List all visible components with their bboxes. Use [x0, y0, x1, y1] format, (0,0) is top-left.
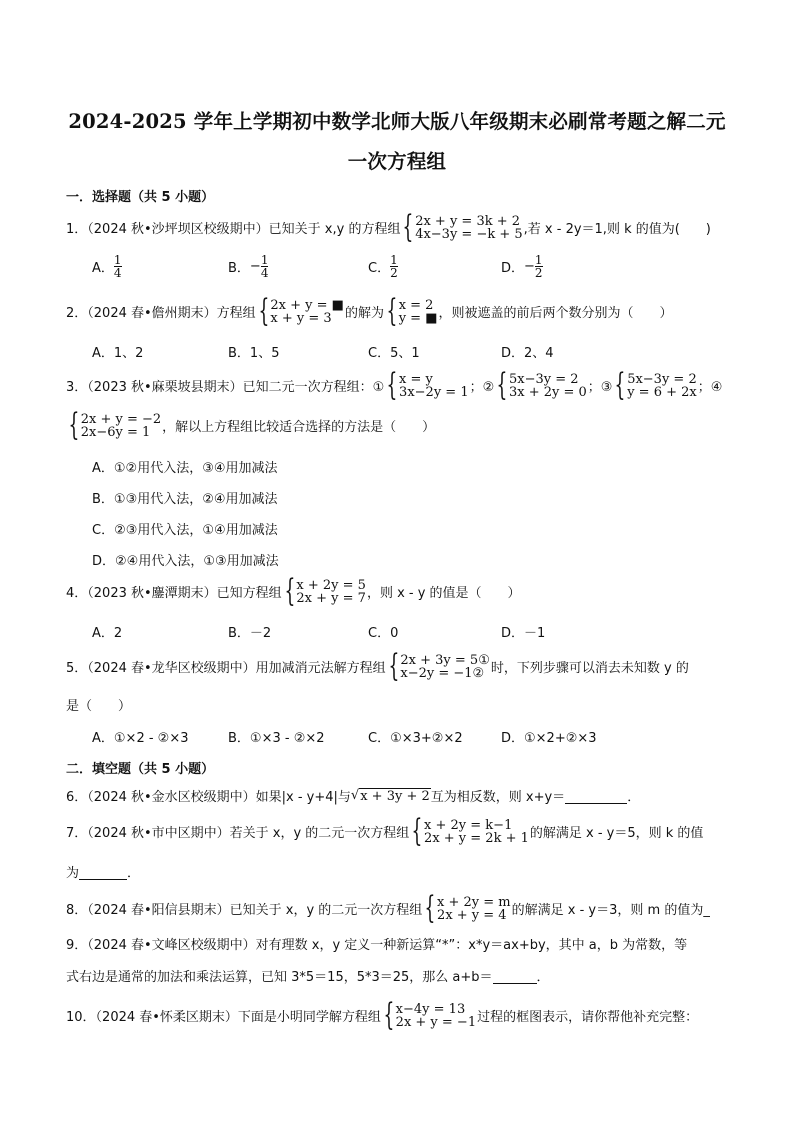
- option-sign: −: [524, 259, 535, 274]
- q7-line2-end: ．: [127, 866, 141, 881]
- q4-suffix: ，则 x - y 的值是（ ）: [366, 586, 521, 601]
- q7-eq2: 2x + y = 2k + 1: [424, 830, 529, 846]
- brace-icon: {: [388, 648, 399, 684]
- q7-eq1: x + 2y = k−1: [424, 817, 513, 833]
- q3-s4a: 2x + y = −2: [80, 411, 162, 427]
- q3-s2a: 5x−3y = 2: [508, 371, 579, 387]
- q1-option-c[interactable]: [368, 254, 398, 279]
- brace-icon: {: [386, 367, 398, 403]
- brace-icon: {: [383, 997, 395, 1033]
- q3-system-2: [495, 367, 587, 403]
- q5-prefix: 5．（2024 春•龙华区校级期中）用加减消元法解方程组: [66, 661, 386, 676]
- q7-prefix: 7．（2024 秋•市中区期中）若关于 x，y 的二元一次方程组: [66, 826, 410, 841]
- brace-icon: {: [411, 813, 423, 849]
- q3-prefix: 3．（2023 秋•麻栗坡县期末）已知二元一次方程组：①: [66, 380, 385, 395]
- option-label: C．: [368, 261, 391, 276]
- question-1: [66, 209, 711, 245]
- q10-suffix: 过程的框图表示，请你帮他补充完整：: [477, 1010, 699, 1025]
- brace-icon: {: [496, 367, 508, 403]
- q3-sep3: ；③: [587, 380, 613, 395]
- q3-s3b: y = 6 + 2x: [627, 384, 697, 400]
- q5-eq2: x−2y = −1②: [400, 665, 485, 681]
- q4-option-a[interactable]: A．2: [92, 626, 123, 641]
- brace-icon: {: [284, 573, 295, 609]
- q2-eq1: 2x + y = ■: [270, 297, 344, 313]
- fraction-denominator: 4: [113, 266, 122, 280]
- q4-option-c[interactable]: C．0: [368, 626, 399, 641]
- q6-prefix: 6．（2024 秋•金水区校级期中）如果|x - y+4|与: [66, 790, 351, 805]
- page-title-line1: 2024-2025 学年上学期初中数学北师大版八年级期末必刷常考题之解二元: [68, 110, 726, 133]
- q1-option-d[interactable]: [501, 254, 543, 279]
- q5-line2: 是（ ）: [66, 699, 132, 714]
- q3-s1a: x = y: [399, 371, 433, 387]
- q7-line2-prefix: 为: [66, 866, 80, 881]
- brace-icon: {: [258, 293, 269, 329]
- fraction-numerator: 1: [534, 253, 543, 267]
- q3-suffix: ，解以上方程组比较适合选择的方法是（ ）: [162, 420, 436, 435]
- q3-system-3: [613, 367, 697, 403]
- q1-eq1: 2x + y = 3k + 2: [415, 213, 521, 229]
- q2-eq2: x + y = 3: [270, 310, 332, 326]
- q2-option-b[interactable]: B．1、5: [228, 346, 280, 361]
- q3-option-b[interactable]: B．①③用代入法，②④用加减法: [92, 492, 278, 507]
- brace-icon: {: [402, 209, 414, 245]
- q10-eq2: 2x + y = −1: [395, 1014, 477, 1030]
- question-7-cont: [66, 862, 140, 881]
- q10-prefix: 10．（2024 春•怀柔区期末）下面是小明同学解方程组: [66, 1010, 381, 1025]
- q2-solution: [385, 293, 438, 329]
- question-4: [66, 573, 521, 609]
- question-9-line2: [66, 966, 550, 985]
- q3-system-1: [385, 367, 469, 403]
- q2-sol2: y = ■: [398, 310, 438, 326]
- fraction: [114, 254, 122, 279]
- question-7: [66, 813, 704, 849]
- q3-s4b: 2x−6y = 1: [80, 424, 151, 440]
- q9-line2-prefix: 式右边是通常的加法和乘法运算，已知 3*5＝15，5*3＝25，那么 a+b＝: [66, 970, 493, 985]
- sqrt-icon: √: [350, 787, 360, 803]
- question-3: [66, 367, 723, 403]
- q5-option-d[interactable]: D．①×2+②×3: [501, 731, 597, 746]
- q7-system: [410, 813, 529, 849]
- option-sign: −: [249, 259, 261, 274]
- q3-system-4: [67, 407, 162, 443]
- question-9-line1: 9．（2024 春•文峰区校级期中）对有理数 x，y 定义一种新运算“*”：x*y＝ax+by，其中 a，b 为常数，等: [66, 938, 688, 953]
- q2-middle: 的解为: [344, 306, 384, 321]
- section-heading-choice: 一．选择题（共 5 小题）: [66, 190, 215, 205]
- fraction: [390, 254, 398, 279]
- q1-prefix: 1．（2024 秋•沙坪坝区校级期中）已知关于 x,y 的方程组: [66, 222, 401, 237]
- q4-prefix: 4．（2023 秋•鏖潭期末）已知方程组: [66, 586, 282, 601]
- q5-system: [387, 648, 490, 684]
- q3-option-c[interactable]: C．②③用代入法，①④用加减法: [92, 523, 278, 538]
- option-label: D．: [501, 261, 525, 276]
- fraction: [261, 254, 269, 279]
- q4-eq1: x + 2y = 5: [296, 577, 366, 593]
- q5-option-a[interactable]: A．①×2 - ②×3: [92, 731, 189, 746]
- q2-option-c[interactable]: C．5、1: [368, 346, 420, 361]
- fraction-numerator: 1: [260, 253, 269, 267]
- q2-system: [257, 293, 344, 329]
- option-label: A．: [92, 261, 114, 276]
- q2-prefix: 2．（2024 春•儋州期末）方程组: [66, 306, 256, 321]
- question-10: [66, 997, 699, 1033]
- q7-answer-blank[interactable]: [79, 864, 127, 880]
- q3-sep2: ；②: [469, 380, 495, 395]
- q3-option-a[interactable]: A．①②用代入法，③④用加减法: [92, 461, 278, 476]
- question-5: [66, 648, 689, 684]
- q9-line2-end: ．: [536, 970, 550, 985]
- fraction-denominator: 2: [390, 266, 398, 280]
- fraction-numerator: 1: [113, 253, 122, 267]
- fraction-denominator: 2: [534, 266, 543, 280]
- page-title-line2: 一次方程组: [347, 150, 447, 173]
- q3-option-d[interactable]: D．②④用代入法，①③用加减法: [92, 554, 279, 569]
- q4-option-d[interactable]: D．－1: [501, 626, 546, 641]
- q3-sep4: ；④: [697, 380, 723, 395]
- q2-suffix: ，则被遮盖的前后两个数分别为（ ）: [438, 306, 673, 321]
- q1-suffix: ,若 x - 2y＝1,则 k 的值为( ): [523, 222, 711, 237]
- option-label: B．: [228, 261, 250, 276]
- brace-icon: {: [424, 890, 436, 926]
- q1-option-b[interactable]: [228, 254, 268, 279]
- q5-option-c[interactable]: C．①×3+②×2: [368, 731, 463, 746]
- q5-option-b[interactable]: B．①×3 - ②×2: [228, 731, 325, 746]
- section-heading-fill: 二．填空题（共 5 小题）: [66, 762, 215, 777]
- q4-system: [283, 573, 366, 609]
- q8-suffix: 的解满足 x - y＝3，则 m 的值为_: [511, 903, 710, 918]
- q6-end: ．: [627, 790, 641, 805]
- q8-eq1: x + 2y = m: [437, 894, 511, 910]
- fraction-numerator: 1: [390, 253, 398, 267]
- q2-option-a[interactable]: A．1、2: [92, 346, 144, 361]
- question-8: [66, 890, 710, 926]
- q2-option-d[interactable]: D．2、4: [501, 346, 554, 361]
- q4-eq2: 2x + y = 7: [296, 590, 366, 606]
- q8-system: [423, 890, 511, 926]
- brace-icon: {: [614, 367, 626, 403]
- q1-eq2: 4x−3y = −k + 5: [415, 226, 523, 242]
- fraction: [535, 254, 543, 279]
- brace-icon: {: [386, 293, 398, 329]
- q2-sol1: x = 2: [398, 297, 434, 313]
- q10-eq1: x−4y = 13: [395, 1001, 466, 1017]
- question-2: [66, 293, 673, 329]
- q7-suffix: 的解满足 x - y＝5，则 k 的值: [529, 826, 704, 841]
- square-root: [351, 788, 431, 804]
- fraction-denominator: 4: [260, 266, 269, 280]
- question-3-cont: [66, 407, 436, 443]
- q10-system: [382, 997, 477, 1033]
- q6-suffix: 互为相反数，则 x+y＝: [430, 790, 566, 805]
- q8-prefix: 8．（2024 春•阳信县期末）已知关于 x，y 的二元一次方程组: [66, 903, 423, 918]
- q5-suffix: 时，下列步骤可以消去未知数 y 的: [490, 661, 689, 676]
- brace-icon: {: [68, 407, 80, 443]
- q6-radicand: x + 3y + 2: [360, 788, 430, 804]
- q6-answer-blank[interactable]: [565, 788, 627, 804]
- q3-s1b: 3x−2y = 1: [399, 384, 469, 400]
- question-6: [66, 786, 640, 805]
- q4-option-b[interactable]: B．－2: [228, 626, 272, 641]
- q3-s3a: 5x−3y = 2: [627, 371, 697, 387]
- q1-system: [401, 209, 523, 245]
- q5-eq1: 2x + 3y = 5①: [400, 652, 490, 668]
- q9-answer-blank[interactable]: [493, 968, 537, 984]
- q1-option-a[interactable]: [92, 254, 122, 279]
- q8-eq2: 2x + y = 4: [437, 907, 507, 923]
- q3-s2b: 3x + 2y = 0: [508, 384, 587, 400]
